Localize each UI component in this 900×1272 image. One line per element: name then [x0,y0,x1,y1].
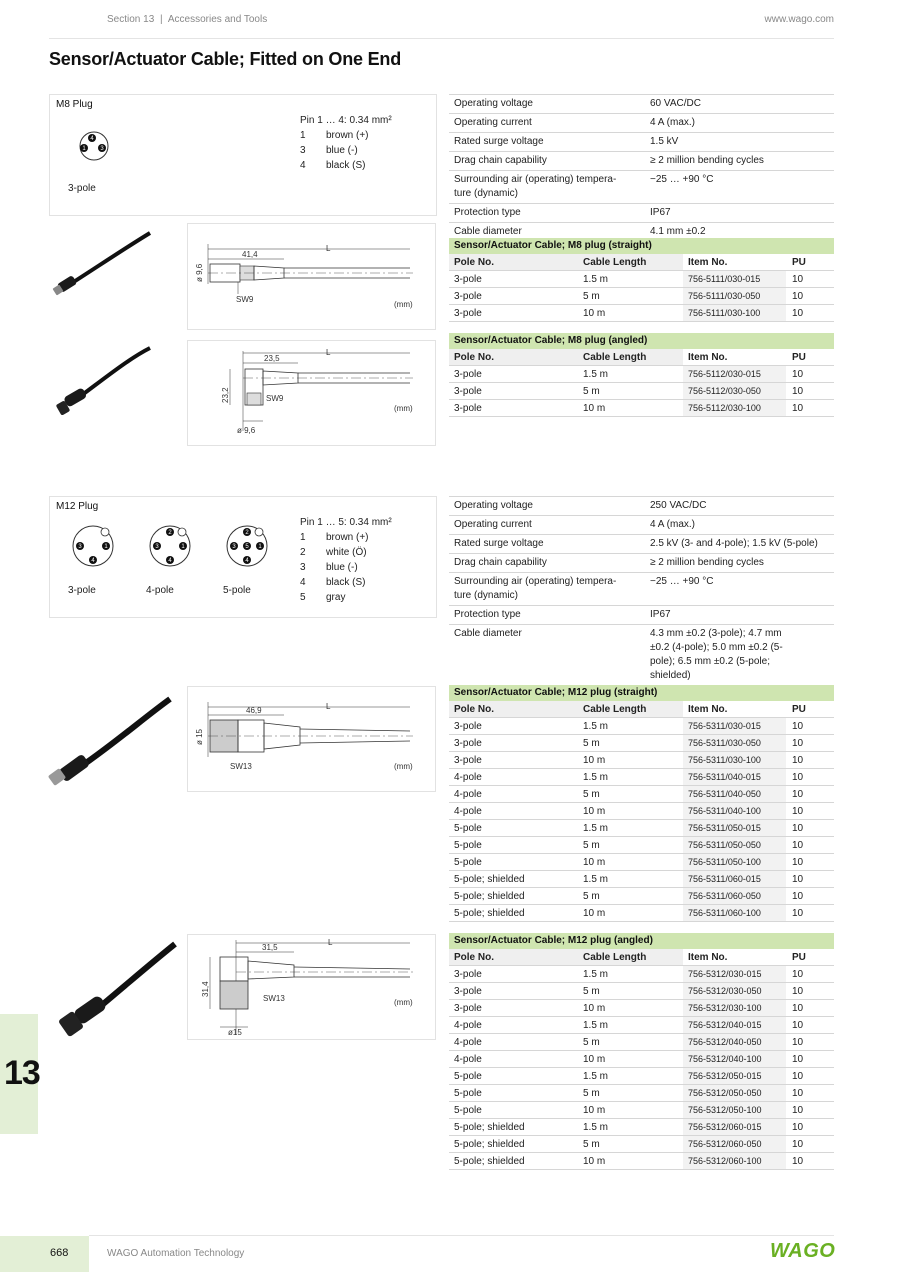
svg-text:1: 1 [258,544,262,550]
table-row [449,1085,834,1102]
pole-cell: 4-pole [454,1020,482,1031]
pu-cell: 10 [792,1037,804,1048]
svg-text:4: 4 [90,136,94,142]
section-label: Section 13 [107,14,155,25]
table-row [449,1068,834,1085]
spec-row: Cable diameter 4.3 mm ±0.2 (3-pole); 4.7 mm ±0.2 (4-pole); 5.0 mm ±0.2 (5-pole); 6.5 mm ±0.2 (5-pole; shielded) [449,625,834,686]
dim-length: L [326,702,331,711]
length-cell: 5 m [583,840,600,851]
length-cell: 1.5 m [583,369,609,380]
item-number-cell[interactable]: 756-5311/040-100 [683,803,786,819]
length-cell: 1.5 m [583,969,609,980]
svg-text:1: 1 [104,544,108,550]
item-number-cell[interactable]: 756-5311/060-050 [683,888,786,904]
pole-cell: 3-pole [454,1003,482,1014]
dim-diameter: ø 9,6 [195,263,204,282]
dim-plug-length: 46,9 [246,706,262,715]
item-number-cell[interactable]: 756-5311/040-015 [683,769,786,785]
pole-cell: 4-pole [454,1037,482,1048]
pu-cell: 10 [792,308,804,319]
spec-row: Operating voltage 250 VAC/DC [449,496,834,516]
item-number-cell[interactable]: 756-5312/030-050 [683,983,786,999]
table-row [449,1017,834,1034]
pu-cell: 10 [792,1020,804,1031]
m12-angled-cable-photo [50,940,180,1040]
table-row [449,871,834,888]
length-cell: 1.5 m [583,772,609,783]
table-row [449,1153,834,1170]
spec-row: Drag chain capability ≥ 2 million bending cycles [449,152,834,171]
pin-row: 3 blue (-) [300,562,358,573]
item-number-cell[interactable]: 756-5311/060-100 [683,905,786,921]
dim-plug-length: 23,5 [264,354,280,363]
item-number-cell[interactable]: 756-5312/060-100 [683,1153,786,1169]
dim-height: 31,4 [201,981,210,997]
pole-cell: 3-pole [454,274,482,285]
table-row [449,820,834,837]
length-cell: 1.5 m [583,823,609,834]
length-cell: 1.5 m [583,874,609,885]
pole-cell: 4-pole [454,1054,482,1065]
dim-wrench: SW9 [236,295,254,304]
length-cell: 5 m [583,1037,600,1048]
pu-cell: 10 [792,969,804,980]
pole-cell: 3-pole [454,308,482,319]
table-row [449,1034,834,1051]
m12-pin-header: Pin 1 … 5: 0.34 mm² [300,517,392,528]
length-cell: 5 m [583,986,600,997]
m8-box-label: M8 Plug [56,99,93,110]
m8-pin-header: Pin 1 … 4: 0.34 mm² [300,115,392,126]
m8-straight-dimension-drawing [188,224,434,328]
footer-text: WAGO Automation Technology [107,1248,245,1259]
length-cell: 5 m [583,1139,600,1150]
pu-cell: 10 [792,1003,804,1014]
length-cell: 5 m [583,891,600,902]
m12-5pole-pinout-icon [222,522,272,572]
m8-angled-drawing [187,340,436,446]
pole-cell: 3-pole [454,986,482,997]
svg-text:1: 1 [82,146,86,152]
table-row [449,803,834,820]
length-cell: 10 m [583,1105,606,1116]
pu-cell: 10 [792,986,804,997]
spec-row: Rated surge voltage 2.5 kV (3- and 4-pole); 1.5 kV (5-pole) [449,535,834,554]
pole-cell: 5-pole [454,823,482,834]
m12-straight-cable-photo [45,695,175,790]
pole-cell: 5-pole [454,1105,482,1116]
pu-cell: 10 [792,840,804,851]
pole-cell: 3-pole [454,755,482,766]
item-number-cell[interactable]: 756-5312/030-100 [683,1000,786,1016]
table-row [449,288,834,305]
length-cell: 10 m [583,908,606,919]
table-row [449,1102,834,1119]
item-number-cell[interactable]: 756-5312/030-015 [683,966,786,982]
pole-cell: 3-pole [454,291,482,302]
length-cell: 1.5 m [583,1122,609,1133]
item-number-cell[interactable]: 756-5311/050-100 [683,854,786,870]
table-row [449,735,834,752]
pu-cell: 10 [792,772,804,783]
separator: | [160,14,163,25]
pole-cell: 5-pole; shielded [454,1156,525,1167]
page-number: 668 [50,1247,69,1259]
pu-cell: 10 [792,1054,804,1065]
m8-pinout-box [49,94,437,216]
length-cell: 10 m [583,403,606,414]
item-number-cell[interactable]: 756-5312/050-100 [683,1102,786,1118]
length-cell: 1.5 m [583,274,609,285]
pu-cell: 10 [792,721,804,732]
m8-pin-table [300,113,392,173]
table-row [449,837,834,854]
length-cell: 10 m [583,806,606,817]
item-number-cell[interactable]: 756-5312/040-100 [683,1051,786,1067]
svg-text:5: 5 [245,544,249,550]
pole-cell: 5-pole [454,1071,482,1082]
side-tab-number: 13 [4,1054,40,1092]
m8-angled-table [449,333,834,417]
header-divider [49,38,834,39]
pin-row: 4 black (S) [300,577,366,588]
length-cell: 10 m [583,755,606,766]
header-url[interactable]: www.wago.com [764,14,834,25]
table-row [449,786,834,803]
pin-row: 3 blue (-) [300,145,358,156]
table-row [449,1119,834,1136]
dim-unit: (mm) [394,998,413,1007]
pu-cell: 10 [792,891,804,902]
dim-unit: (mm) [394,404,413,413]
spec-row: Operating current 4 A (max.) [449,114,834,133]
pu-cell: 10 [792,857,804,868]
item-number-cell[interactable]: 756-5312/060-050 [683,1136,786,1152]
spec-row: Operating voltage 60 VAC/DC [449,94,834,114]
table-header: Pole No. Cable Length Item No. PU [449,949,834,966]
table-row [449,752,834,769]
table-row [449,905,834,922]
table-title: Sensor/Actuator Cable; M8 plug (straight) [449,238,834,254]
table-header: Pole No. Cable Length Item No. PU [449,254,834,271]
m8-straight-cable-photo [50,225,155,305]
svg-text:3: 3 [100,146,104,152]
pole-cell: 3-pole [454,738,482,749]
m12-pole-label-4: 4-pole [146,585,174,596]
m12-box-label: M12 Plug [56,501,99,512]
item-number-cell[interactable]: 756-5312/040-015 [683,1017,786,1033]
length-cell: 5 m [583,1088,600,1099]
item-number-cell[interactable]: 756-5311/060-015 [683,871,786,887]
item-number-cell[interactable]: 756-5311/030-050 [683,735,786,751]
m8-angled-dimension-drawing [188,341,434,445]
svg-text:3: 3 [155,544,159,550]
table-header: Pole No. Cable Length Item No. PU [449,701,834,718]
spec-row: Drag chain capability ≥ 2 million bending cycles [449,554,834,573]
m8-straight-table [449,238,834,322]
pole-cell: 3-pole [454,369,482,380]
pin-row: 2 white (Ö) [300,547,367,558]
dim-length: L [326,244,331,253]
m12-straight-table [449,685,834,922]
svg-text:3: 3 [232,544,236,550]
dim-diameter: ø 9,6 [237,426,256,435]
dim-length: L [328,938,333,947]
pu-cell: 10 [792,369,804,380]
pu-cell: 10 [792,755,804,766]
length-cell: 5 m [583,386,600,397]
table-row [449,769,834,786]
item-number-cell[interactable]: 756-5312/060-015 [683,1119,786,1135]
table-row [449,305,834,322]
dim-unit: (mm) [394,762,413,771]
length-cell: 5 m [583,789,600,800]
pole-cell: 3-pole [454,969,482,980]
dim-height: 23,2 [221,387,230,403]
spec-row: Surrounding air (operating) tempera-ture (dynamic) −25 … +90 °C [449,171,834,204]
pu-cell: 10 [792,823,804,834]
dim-wrench: SW13 [263,994,285,1003]
item-number-cell[interactable]: 756-5112/030-015 [683,366,786,382]
item-number-cell[interactable]: 756-5112/030-050 [683,383,786,399]
pu-cell: 10 [792,386,804,397]
spec-row: Protection type IP67 [449,606,834,625]
pu-cell: 10 [792,908,804,919]
pole-cell: 3-pole [454,386,482,397]
svg-text:1: 1 [181,544,185,550]
m12-angled-drawing [187,934,436,1040]
m8-angled-cable-photo [50,340,155,420]
pu-cell: 10 [792,1139,804,1150]
pole-cell: 3-pole [454,721,482,732]
table-header: Pole No. Cable Length Item No. PU [449,349,834,366]
pu-cell: 10 [792,274,804,285]
wago-logo[interactable]: WAGO [770,1240,836,1262]
pu-cell: 10 [792,789,804,800]
length-cell: 10 m [583,857,606,868]
table-row [449,1051,834,1068]
pole-cell: 5-pole; shielded [454,1139,525,1150]
length-cell: 1.5 m [583,1071,609,1082]
length-cell: 5 m [583,291,600,302]
item-number-cell[interactable]: 756-5311/040-050 [683,786,786,802]
pu-cell: 10 [792,874,804,885]
pu-cell: 10 [792,1088,804,1099]
m12-angled-table [449,933,834,1170]
svg-text:4: 4 [91,558,95,564]
table-row [449,1000,834,1017]
m8-specs-table [449,94,834,242]
table-row [449,966,834,983]
item-number-cell[interactable]: 756-5312/040-050 [683,1034,786,1050]
m12-pole-label-3: 3-pole [68,585,96,596]
pu-cell: 10 [792,1105,804,1116]
table-row [449,1136,834,1153]
m12-specs-table [449,496,834,686]
pu-cell: 10 [792,1122,804,1133]
pu-cell: 10 [792,1156,804,1167]
table-row [449,888,834,905]
item-number-cell[interactable]: 756-5311/050-050 [683,837,786,853]
pole-cell: 3-pole [454,403,482,414]
spec-row: Surrounding air (operating) tempera-ture (dynamic) −25 … +90 °C [449,573,834,606]
item-number-cell[interactable]: 756-5111/030-015 [683,271,786,287]
pu-cell: 10 [792,291,804,302]
table-row [449,718,834,735]
pole-cell: 5-pole [454,857,482,868]
pu-cell: 10 [792,403,804,414]
footer-page-block [0,1236,89,1272]
dim-wrench: SW9 [266,394,284,403]
pin-row: 1 brown (+) [300,130,369,141]
pin-row: 4 black (S) [300,160,366,171]
pole-cell: 5-pole; shielded [454,891,525,902]
item-number-cell[interactable]: 756-5112/030-100 [683,400,786,416]
m12-pole-label-5: 5-pole [223,585,251,596]
pu-cell: 10 [792,806,804,817]
pin-row: 1 brown (+) [300,532,369,543]
table-title: Sensor/Actuator Cable; M12 plug (straight) [449,685,834,701]
item-number-cell[interactable]: 756-5111/030-050 [683,288,786,304]
section-side-tab[interactable] [0,1014,38,1134]
m12-pinout-box [49,496,437,618]
m12-4pole-pinout-icon [145,522,195,572]
chapter-label: Accessories and Tools [167,14,268,25]
dim-diameter: ø 15 [195,728,204,745]
m8-pole-label: 3-pole [68,183,96,194]
pole-cell: 5-pole; shielded [454,874,525,885]
spec-row: Protection type IP67 [449,204,834,223]
svg-text:2: 2 [245,530,249,536]
spec-row: Cable diameter 4.1 mm ±0.2 [449,223,834,242]
svg-text:2: 2 [168,530,172,536]
length-cell: 1.5 m [583,721,609,732]
table-row [449,383,834,400]
pole-cell: 4-pole [454,789,482,800]
header-breadcrumb [107,14,267,25]
pu-cell: 10 [792,1071,804,1082]
m12-3pole-pinout-icon [68,522,118,572]
dim-plug-length: 31,5 [262,943,278,952]
item-number-cell[interactable]: 756-5111/030-100 [683,305,786,321]
item-number-cell[interactable]: 756-5311/030-015 [683,718,786,734]
pole-cell: 5-pole [454,840,482,851]
table-row [449,271,834,288]
pole-cell: 4-pole [454,772,482,783]
dim-diameter: ø15 [228,1028,242,1037]
pole-cell: 5-pole; shielded [454,908,525,919]
svg-text:4: 4 [245,558,249,564]
svg-text:3: 3 [78,544,82,550]
m12-straight-drawing [187,686,436,792]
m8-straight-drawing [187,223,436,330]
spec-row: Rated surge voltage 1.5 kV [449,133,834,152]
table-row [449,854,834,871]
dim-wrench: SW13 [230,762,252,771]
item-number-cell[interactable]: 756-5311/050-015 [683,820,786,836]
length-cell: 10 m [583,1003,606,1014]
item-number-cell[interactable]: 756-5312/050-050 [683,1085,786,1101]
length-cell: 10 m [583,308,606,319]
m8-3pole-pinout-icon [74,130,114,170]
table-title: Sensor/Actuator Cable; M8 plug (angled) [449,333,834,349]
pole-cell: 5-pole [454,1088,482,1099]
m12-pin-table [300,515,392,605]
item-number-cell[interactable]: 756-5311/030-100 [683,752,786,768]
footer-divider [89,1235,834,1236]
m12-angled-dimension-drawing [188,935,434,1039]
dim-plug-length: 41,4 [242,250,258,259]
table-title: Sensor/Actuator Cable; M12 plug (angled) [449,933,834,949]
spec-row: Operating current 4 A (max.) [449,516,834,535]
table-row [449,366,834,383]
item-number-cell[interactable]: 756-5312/050-015 [683,1068,786,1084]
length-cell: 10 m [583,1156,606,1167]
page-title: Sensor/Actuator Cable; Fitted on One End [49,49,402,69]
pu-cell: 10 [792,738,804,749]
table-row [449,400,834,417]
length-cell: 5 m [583,738,600,749]
pole-cell: 4-pole [454,806,482,817]
table-row [449,983,834,1000]
dim-unit: (mm) [394,300,413,309]
pole-cell: 5-pole; shielded [454,1122,525,1133]
length-cell: 1.5 m [583,1020,609,1031]
svg-text:4: 4 [168,558,172,564]
m12-straight-dimension-drawing [188,687,434,791]
length-cell: 10 m [583,1054,606,1065]
dim-length: L [326,348,331,357]
pin-row: 5 gray [300,592,346,603]
